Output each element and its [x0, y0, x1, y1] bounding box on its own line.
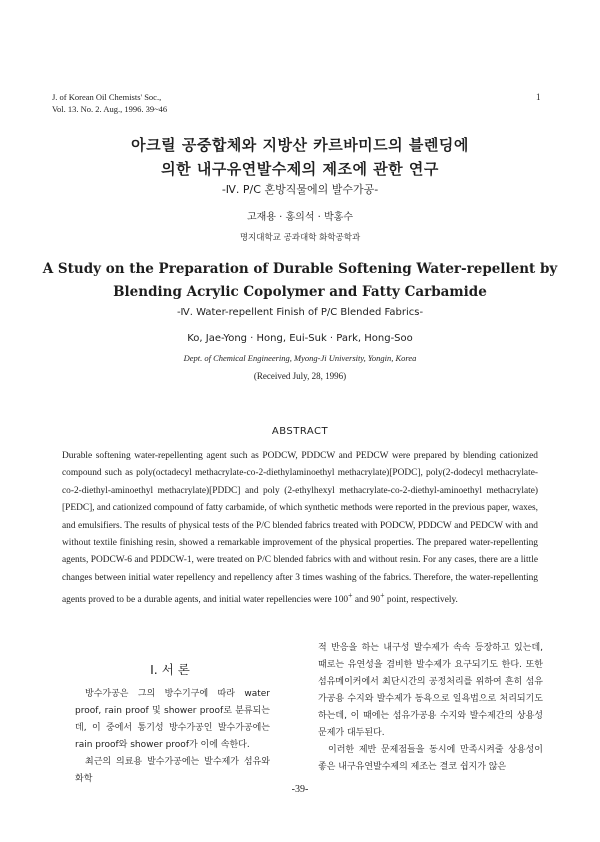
abstract-text-end: point, respectively. [384, 595, 458, 606]
superscript-plus: + [348, 591, 353, 601]
paragraph: 방수가공은 그의 방수기구에 따라 water proof, rain proof 및 shower proof로 분류되는데, 이 중에서 통기성 방수가공인 발수가공에는 rain proof와 shower proof가 이에 속한다. [75, 689, 270, 750]
right-column [318, 640, 543, 776]
abstract-text-mid: and 90 [352, 595, 381, 606]
korean-title-line2: 의한 내구유연발수제의 제조에 관한 연구 [161, 160, 439, 178]
superscript-plus: + [380, 591, 385, 601]
abstract-body [62, 448, 538, 610]
paragraph: 최근의 의료용 발수가공에는 발수제가 섬유와 화학 [75, 757, 270, 784]
english-title-line2: Blending Acrylic Copolymer and Fatty Carbamide [113, 284, 487, 300]
journal-name: J. of Korean Oil Chemists' Soc., [52, 92, 162, 102]
paragraph: 적 반응을 하는 내구성 발수제가 속속 등장하고 있는데, 때로는 유연성을 겸비한 발수제가 요구되기도 한다. 또한 섬유메이커에서 최단시간의 공정처리를 위하여 흔히 섬유가공용 수지와 발수제가 동욕으로 일욕법으로 처리되기도 하는데, 이 때에는 섬유가공용 수지와 발수제간의 상용성 문제가 대두된다. [318, 643, 543, 738]
english-title-line1: A Study on the Preparation of Durable Softening Water-repellent by [42, 261, 558, 277]
korean-authors: 고재용 · 홍의석 · 박홍수 [246, 212, 353, 223]
korean-subtitle: -Ⅳ. P/C 혼방직물에의 발수가공- [221, 183, 379, 196]
left-column [75, 686, 270, 788]
abstract-heading: ABSTRACT [271, 426, 329, 437]
english-affiliation: Dept. of Chemical Engineering, Myong-Ji University, Yongin, Korea [183, 353, 417, 363]
journal-volume: Vol. 13. No. 2. Aug., 1996. 39~46 [52, 103, 168, 114]
page-number: 1 [536, 92, 541, 102]
english-authors: Ko, Jae-Yong · Hong, Eui-Suk · Park, Hong-Soo [187, 333, 413, 344]
paragraph: 이러한 제반 문제점들을 동시에 만족시켜줄 상용성이 좋은 내구유연발수제의 제조는 결코 쉽지가 않은 [318, 745, 543, 772]
received-date: (Received July, 28, 1996) [253, 371, 347, 381]
korean-title-line1: 아크릴 공중합체와 지방산 카르바미드의 블렌딩에 [131, 136, 469, 154]
abstract-text: Durable softening water-repellenting agent such as PODCW, PDDCW and PEDCW were prepared by blending cationized compound such as poly(octadecyl methacrylate-co-2-diethylaminoethyl methacrylate)[PODC], poly(2-dodecyl methacrylate-co-2-diethyl-aminoethyl methacrylate)[PDDC] and poly (2-ethylhexyl methacrylate-co-2-diethyl-aminoethyl methacrylate)[PEDC], and cationized compound of fatty carbamide, of which synthetic methods were reported in the previous paper, waxes, and emulsifiers. The results of physical tests of the P/C blended fabrics treated with PODCW, PDDCW and PEDCW with and without textile finishing resin, showed a remarkable improvement of the physical properties. The prepared water-repellenting agents, PODCW-6 and PDDCW-1, were treated on P/C blended fabrics with and without resin. For any cases, there are a little changes between initial water repellency and repellency after 3 times washing of the fabrics. Therefore, the water-repellenting agents proved to be a durable agents, and initial water repellencies were 100 [62, 451, 538, 606]
journal-citation [52, 92, 167, 115]
korean-affiliation: 명지대학교 공과대학 화학공학과 [239, 233, 361, 243]
footer-page-number: -39- [291, 784, 309, 795]
english-subtitle: -Ⅳ. Water-repellent Finish of P/C Blended Fabrics- [176, 307, 424, 318]
section-heading-introduction: Ⅰ. 서 론 [150, 662, 190, 677]
